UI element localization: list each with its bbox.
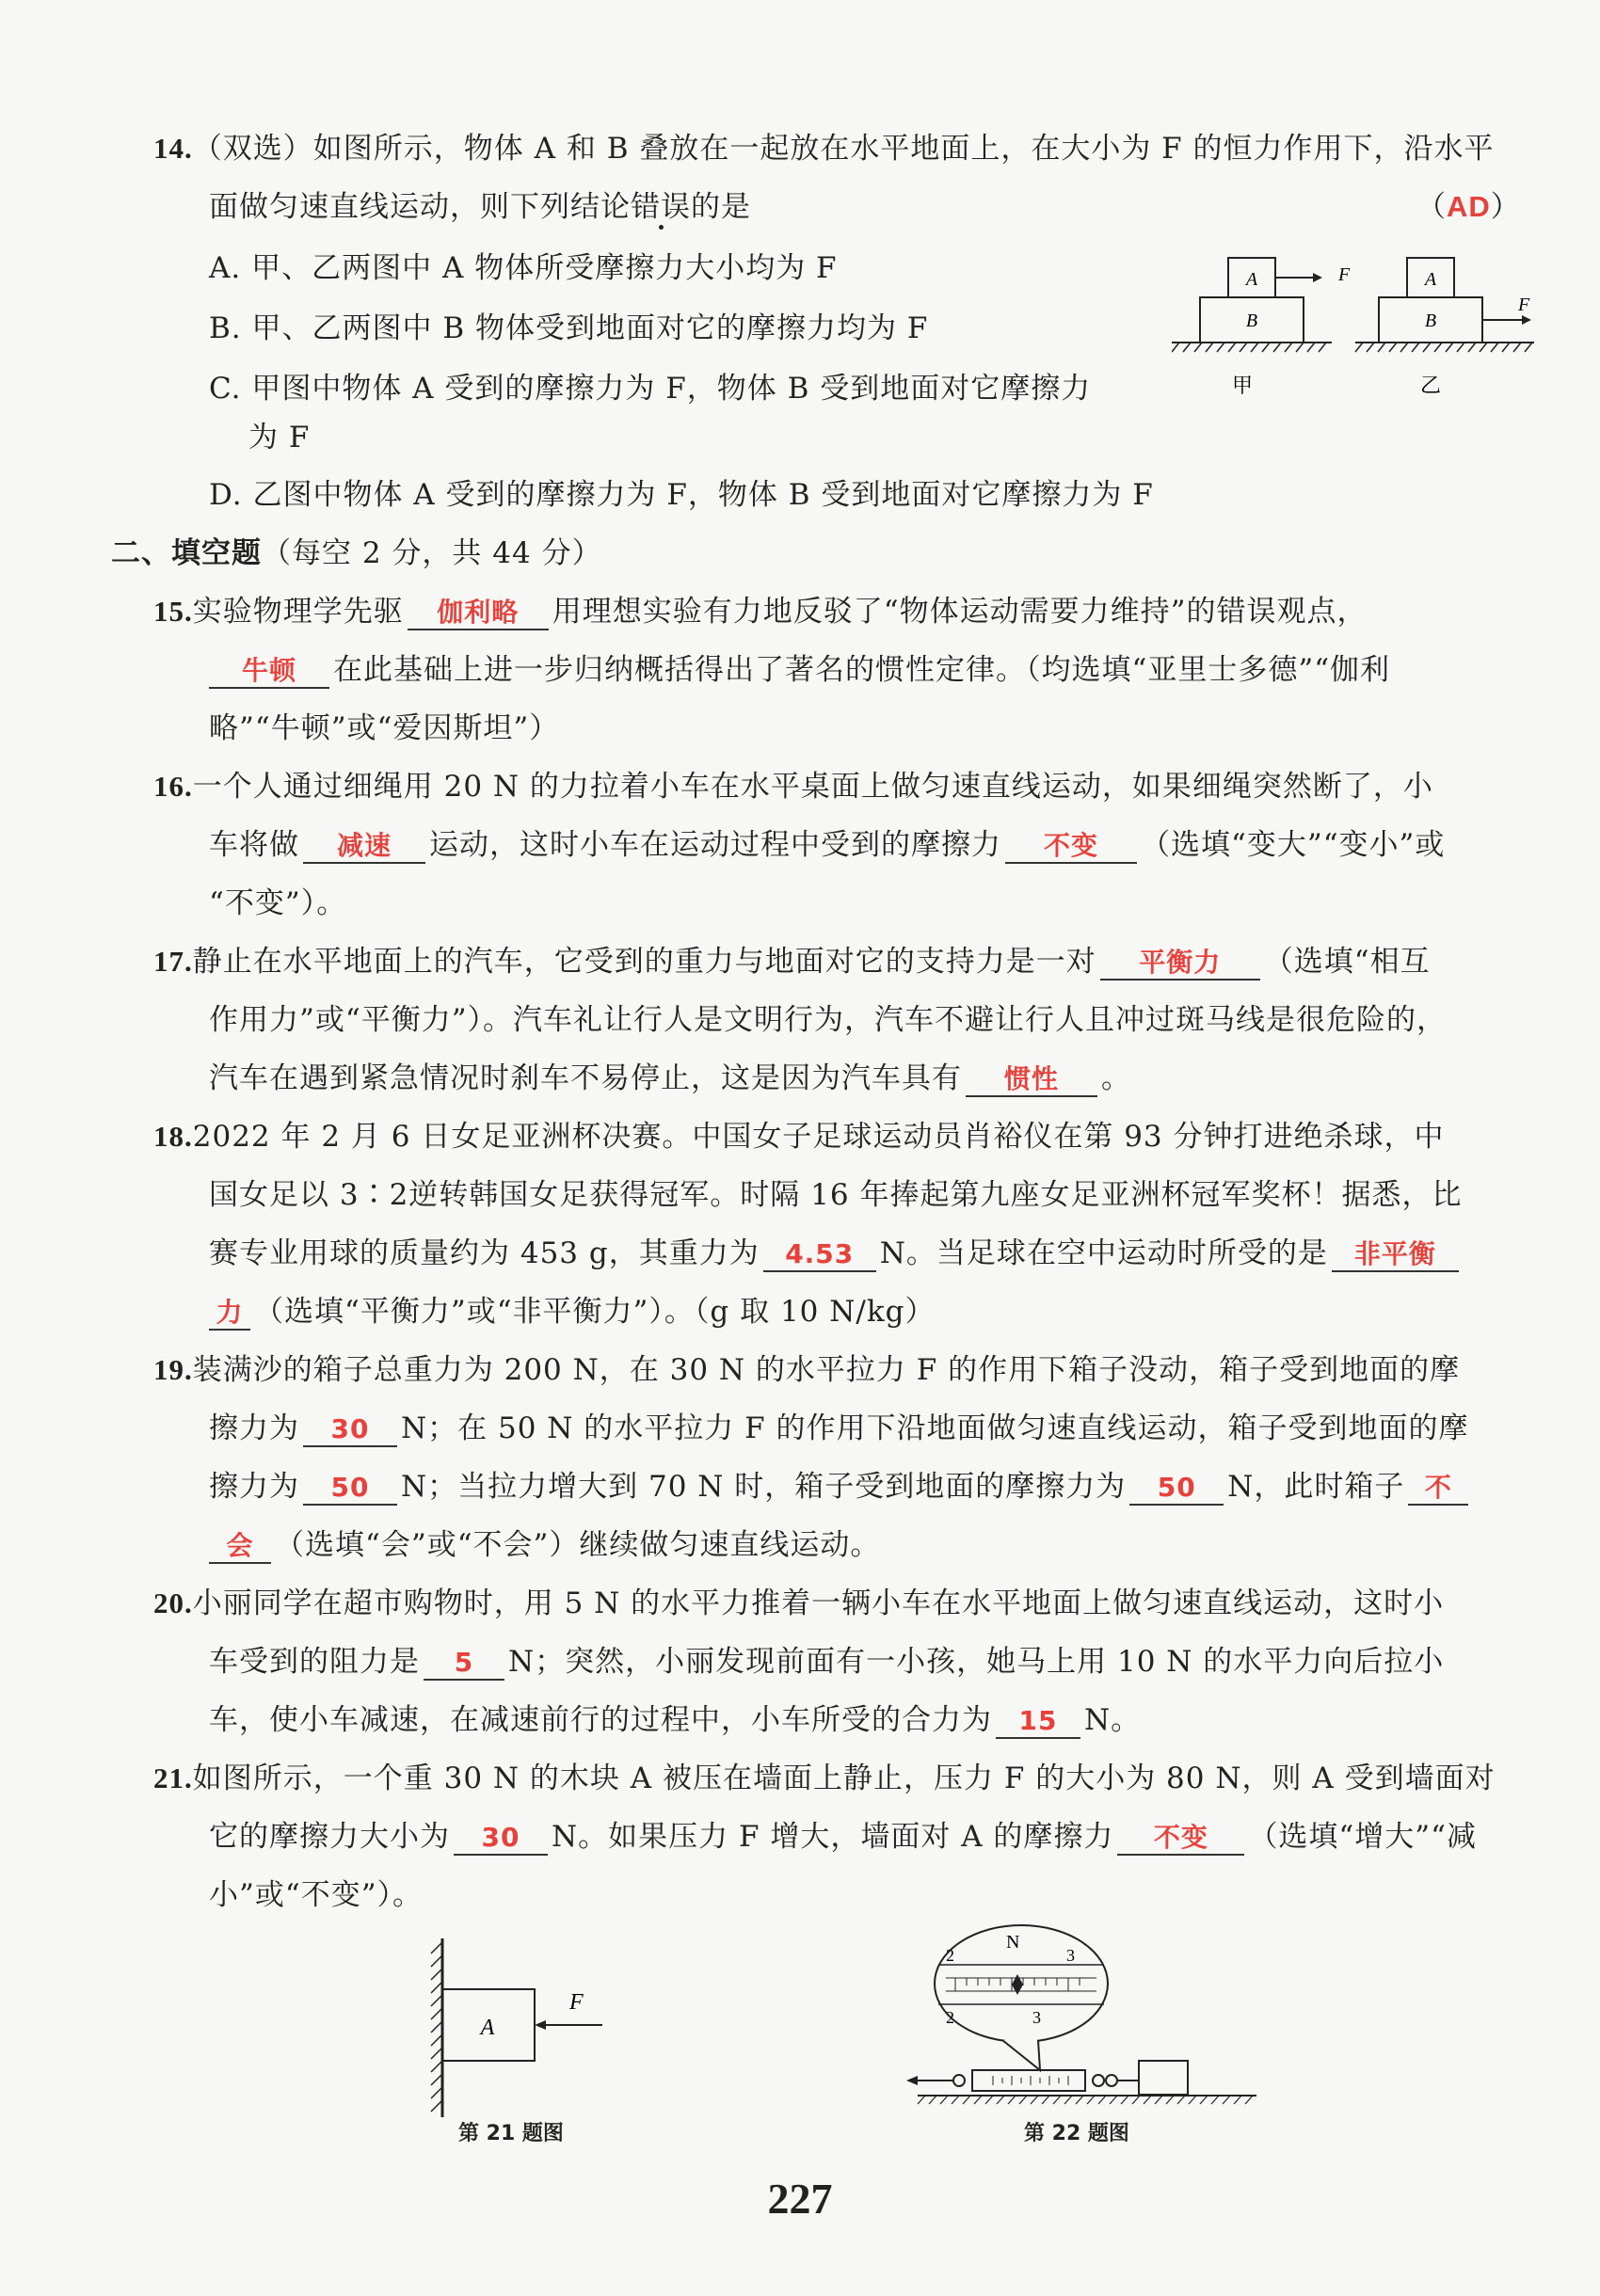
q20-text-3a: 车，使小车减速，在减速前行的过程中，小车所受的合力为 [209, 1703, 992, 1737]
q20-blank-1: 5 [424, 1647, 504, 1681]
q19-blank-1: 30 [303, 1413, 397, 1447]
q19-blank-3: 50 [1129, 1472, 1224, 1506]
q17-text-3b: 。 [1101, 1061, 1131, 1095]
q19-blank-4b: 会 [209, 1530, 271, 1564]
q15-text-2: 在此基础上进一步归纳概括得出了著名的惯性定律。（均选填“亚里士多德”“伽利 [333, 653, 1391, 687]
q16-text-1: 一个人通过细绳用 20 N 的力拉着小车在水平桌面上做匀速直线运动，如果细绳突然断了，小 [192, 770, 1433, 804]
q15-text-1b: 用理想实验有力地反驳了“物体运动需要力维持”的错误观点， [552, 595, 1368, 629]
figure-21-caption: 第 21 题图 [458, 2122, 564, 2145]
q20-text-2b: N；突然，小丽发现前面有一小孩，她马上用 10 N 的水平力向后拉小 [508, 1645, 1445, 1679]
q19-line4 [209, 1526, 880, 1564]
q15-line2 [209, 651, 1390, 689]
svg-text:3: 3 [1066, 1946, 1075, 1965]
q14-line1 [153, 130, 1495, 167]
q21-text-1: 如图所示，一个重 30 N 的木块 A 被压在墙面上静止，压力 F 的大小为 80 N，则 A 受到墙面对 [192, 1762, 1496, 1795]
q14-option-d: D. 乙图中物体 A 受到的摩擦力为 F，物体 B 受到地面对它摩擦力为 F [209, 478, 1154, 512]
q18-line2: 国女足以 3∶2逆转韩国女足获得冠军。时隔 16 年捧起第九座女足亚洲杯冠军奖杯！据悉，比 [209, 1178, 1463, 1212]
q15-number: 15. [153, 595, 193, 628]
q15-line1 [153, 593, 1367, 630]
section-2-title: 二、填空题 [111, 536, 262, 570]
q18-text-1: 2022 年 2 月 6 日女足亚洲杯决赛。中国女子足球运动员肖裕仪在第 93 分钟打进绝杀球，中 [192, 1120, 1445, 1154]
q15-blank-1: 伽利略 [408, 597, 549, 630]
q14-option-c-2: 为 F [248, 421, 311, 454]
q19-text-3b: N；当拉力增大到 70 N 时，箱子受到地面的摩擦力为 [401, 1470, 1127, 1504]
q18-line4 [209, 1293, 935, 1331]
q19-line3 [209, 1468, 1472, 1506]
q16-blank-1: 减速 [303, 830, 425, 864]
figure-yi [1355, 258, 1534, 397]
q19-number: 19. [153, 1353, 193, 1386]
figure-yi-label: 乙 [1419, 374, 1442, 397]
q21-line1 [153, 1760, 1496, 1797]
q15-line3: 略”“牛顿”或“爱因斯坦”） [209, 711, 560, 745]
q21-blank-1: 30 [454, 1822, 548, 1856]
q20-text-1: 小丽同学在超市购物时，用 5 N 的水平力推着一辆小车在水平地面上做匀速直线运动，这时小 [192, 1586, 1445, 1620]
svg-text:A: A [1424, 269, 1437, 290]
q17-text-1a: 静止在水平地面上的汽车，它受到的重力与地面对它的支持力是一对 [192, 945, 1096, 979]
q19-blank-2: 50 [303, 1472, 397, 1506]
q18-line3 [209, 1235, 1463, 1272]
q15-text-1a: 实验物理学先驱 [192, 595, 404, 629]
q21-text-2b: N。如果压力 F 增大，墙面对 A 的摩擦力 [552, 1820, 1114, 1854]
q18-blank-2a: 非平衡 [1332, 1238, 1459, 1272]
svg-text:B: B [1424, 311, 1437, 331]
q17-text-3a: 汽车在遇到紧急情况时刹车不易停止，这是因为汽车具有 [209, 1061, 962, 1095]
q18-text-3a: 赛专业用球的质量约为 453 g，其重力为 [209, 1236, 760, 1270]
q16-text-2c: （选填“变大”“变小”或 [1141, 828, 1446, 862]
q21-number: 21. [153, 1762, 193, 1794]
q15-blank-2: 牛顿 [209, 655, 329, 689]
section-2-heading [111, 534, 602, 572]
q20-blank-2: 15 [996, 1705, 1080, 1739]
svg-text:A: A [1245, 269, 1258, 290]
paren-left: （ [1416, 190, 1447, 224]
q19-text-2b: N；在 50 N 的水平拉力 F 的作用下沿地面做匀速直线运动，箱子受到地面的摩 [401, 1411, 1469, 1445]
q19-blank-4a: 不 [1408, 1472, 1468, 1506]
q21-text-2a: 它的摩擦力大小为 [209, 1820, 450, 1854]
q18-blank-2b: 力 [209, 1297, 250, 1331]
q20-text-3b: N。 [1084, 1703, 1142, 1737]
q16-text-2a: 车将做 [209, 828, 299, 862]
q14-number: 14. [153, 132, 193, 165]
q17-line3 [209, 1060, 1131, 1097]
q16-number: 16. [153, 770, 193, 803]
section-2-note: （每空 2 分，共 44 分） [262, 536, 602, 570]
svg-text:F: F [569, 1990, 584, 2015]
figure-22 [899, 1920, 1275, 2117]
q20-number: 20. [153, 1586, 193, 1619]
q14-line2 [209, 188, 751, 226]
q14-text-2c: 的是 [691, 190, 751, 224]
q17-number: 17. [153, 945, 193, 978]
q19-text-3a: 擦力为 [209, 1470, 299, 1504]
svg-text:2: 2 [946, 1946, 954, 1965]
q18-text-3b: N。当足球在空中运动时所受的是 [879, 1236, 1328, 1270]
svg-text:F: F [1338, 264, 1351, 285]
q20-line3 [209, 1701, 1141, 1739]
paren-right: ） [1490, 190, 1521, 224]
page-number: 227 [767, 2175, 833, 2223]
q14-option-b: B. 甲、乙两图中 B 物体受到地面对它的摩擦力均为 F [209, 311, 929, 345]
figure-22-caption: 第 22 题图 [1024, 2122, 1129, 2145]
q19-text-2a: 擦力为 [209, 1411, 299, 1445]
q18-text-4: （选填“平衡力”或“非平衡力”）。（g 取 10 N/kg） [254, 1295, 936, 1329]
svg-text:2: 2 [946, 2008, 954, 2027]
q18-blank-1: 4.53 [763, 1238, 876, 1272]
figure-jia [1172, 258, 1351, 397]
svg-text:A: A [480, 2016, 495, 2040]
q20-text-2a: 车受到的阻力是 [209, 1645, 420, 1679]
q20-line1 [153, 1585, 1444, 1622]
figure-21 [414, 1929, 621, 2136]
svg-text:N: N [1006, 1932, 1020, 1953]
q19-text-1: 装满沙的箱子总重力为 200 N，在 30 N 的水平拉力 F 的作用下箱子没动，箱子受到地面的摩 [192, 1353, 1461, 1387]
q18-number: 18. [153, 1120, 193, 1153]
q14-text-2a: 面做匀速直线运动，则下列结论 [209, 190, 631, 224]
q16-blank-2: 不变 [1005, 830, 1137, 864]
svg-text:B: B [1245, 311, 1258, 331]
q16-line3: “不变”）。 [209, 886, 347, 920]
q16-text-2b: 运动，这时小车在运动过程中受到的摩擦力 [429, 828, 1001, 862]
q21-line3: 小”或“不变”）。 [209, 1878, 424, 1912]
q20-line2 [209, 1643, 1444, 1681]
block [1139, 2061, 1188, 2095]
q21-line2 [209, 1818, 1477, 1856]
q14-option-c-1: C. 甲图中物体 A 受到的摩擦力为 F，物体 B 受到地面对它摩擦力 [209, 372, 1092, 406]
q16-line1 [153, 768, 1433, 805]
q19-line2 [209, 1410, 1468, 1447]
q14-emphasis: 错误 [631, 190, 691, 224]
q19-text-3c: N，此时箱子 [1227, 1470, 1405, 1504]
q17-blank-1: 平衡力 [1100, 947, 1260, 981]
svg-text:F: F [1518, 295, 1530, 315]
q14-option-a: A. 甲、乙两图中 A 物体所受摩擦力大小均为 F [209, 251, 838, 285]
q17-line1 [153, 943, 1431, 981]
q14-text-1: （双选）如图所示，物体 A 和 B 叠放在一起放在水平地面上，在大小为 F 的恒力作用下，沿水平 [192, 132, 1495, 166]
q17-line2: 作用力”或“平衡力”）。汽车礼让行人是文明行为，汽车不避让行人且冲过斑马线是很危险的， [209, 1003, 1448, 1037]
q19-line1 [153, 1351, 1460, 1389]
q14-figure [1172, 247, 1548, 407]
q18-line1 [153, 1118, 1445, 1156]
q14-answer-bracket [1416, 188, 1521, 226]
q17-blank-2: 惯性 [966, 1063, 1097, 1097]
figure-jia-label: 甲 [1231, 374, 1254, 397]
q21-text-2c: （选填“增大”“减 [1248, 1820, 1477, 1854]
q17-text-1b: （选填“相互 [1263, 945, 1431, 979]
q16-line2 [209, 826, 1445, 864]
q21-blank-2: 不变 [1117, 1822, 1244, 1856]
q19-text-4: （选填“会”或“不会”）继续做匀速直线运动。 [275, 1528, 881, 1562]
q14-answer: AD [1447, 190, 1491, 223]
svg-text:3: 3 [1032, 2008, 1041, 2027]
